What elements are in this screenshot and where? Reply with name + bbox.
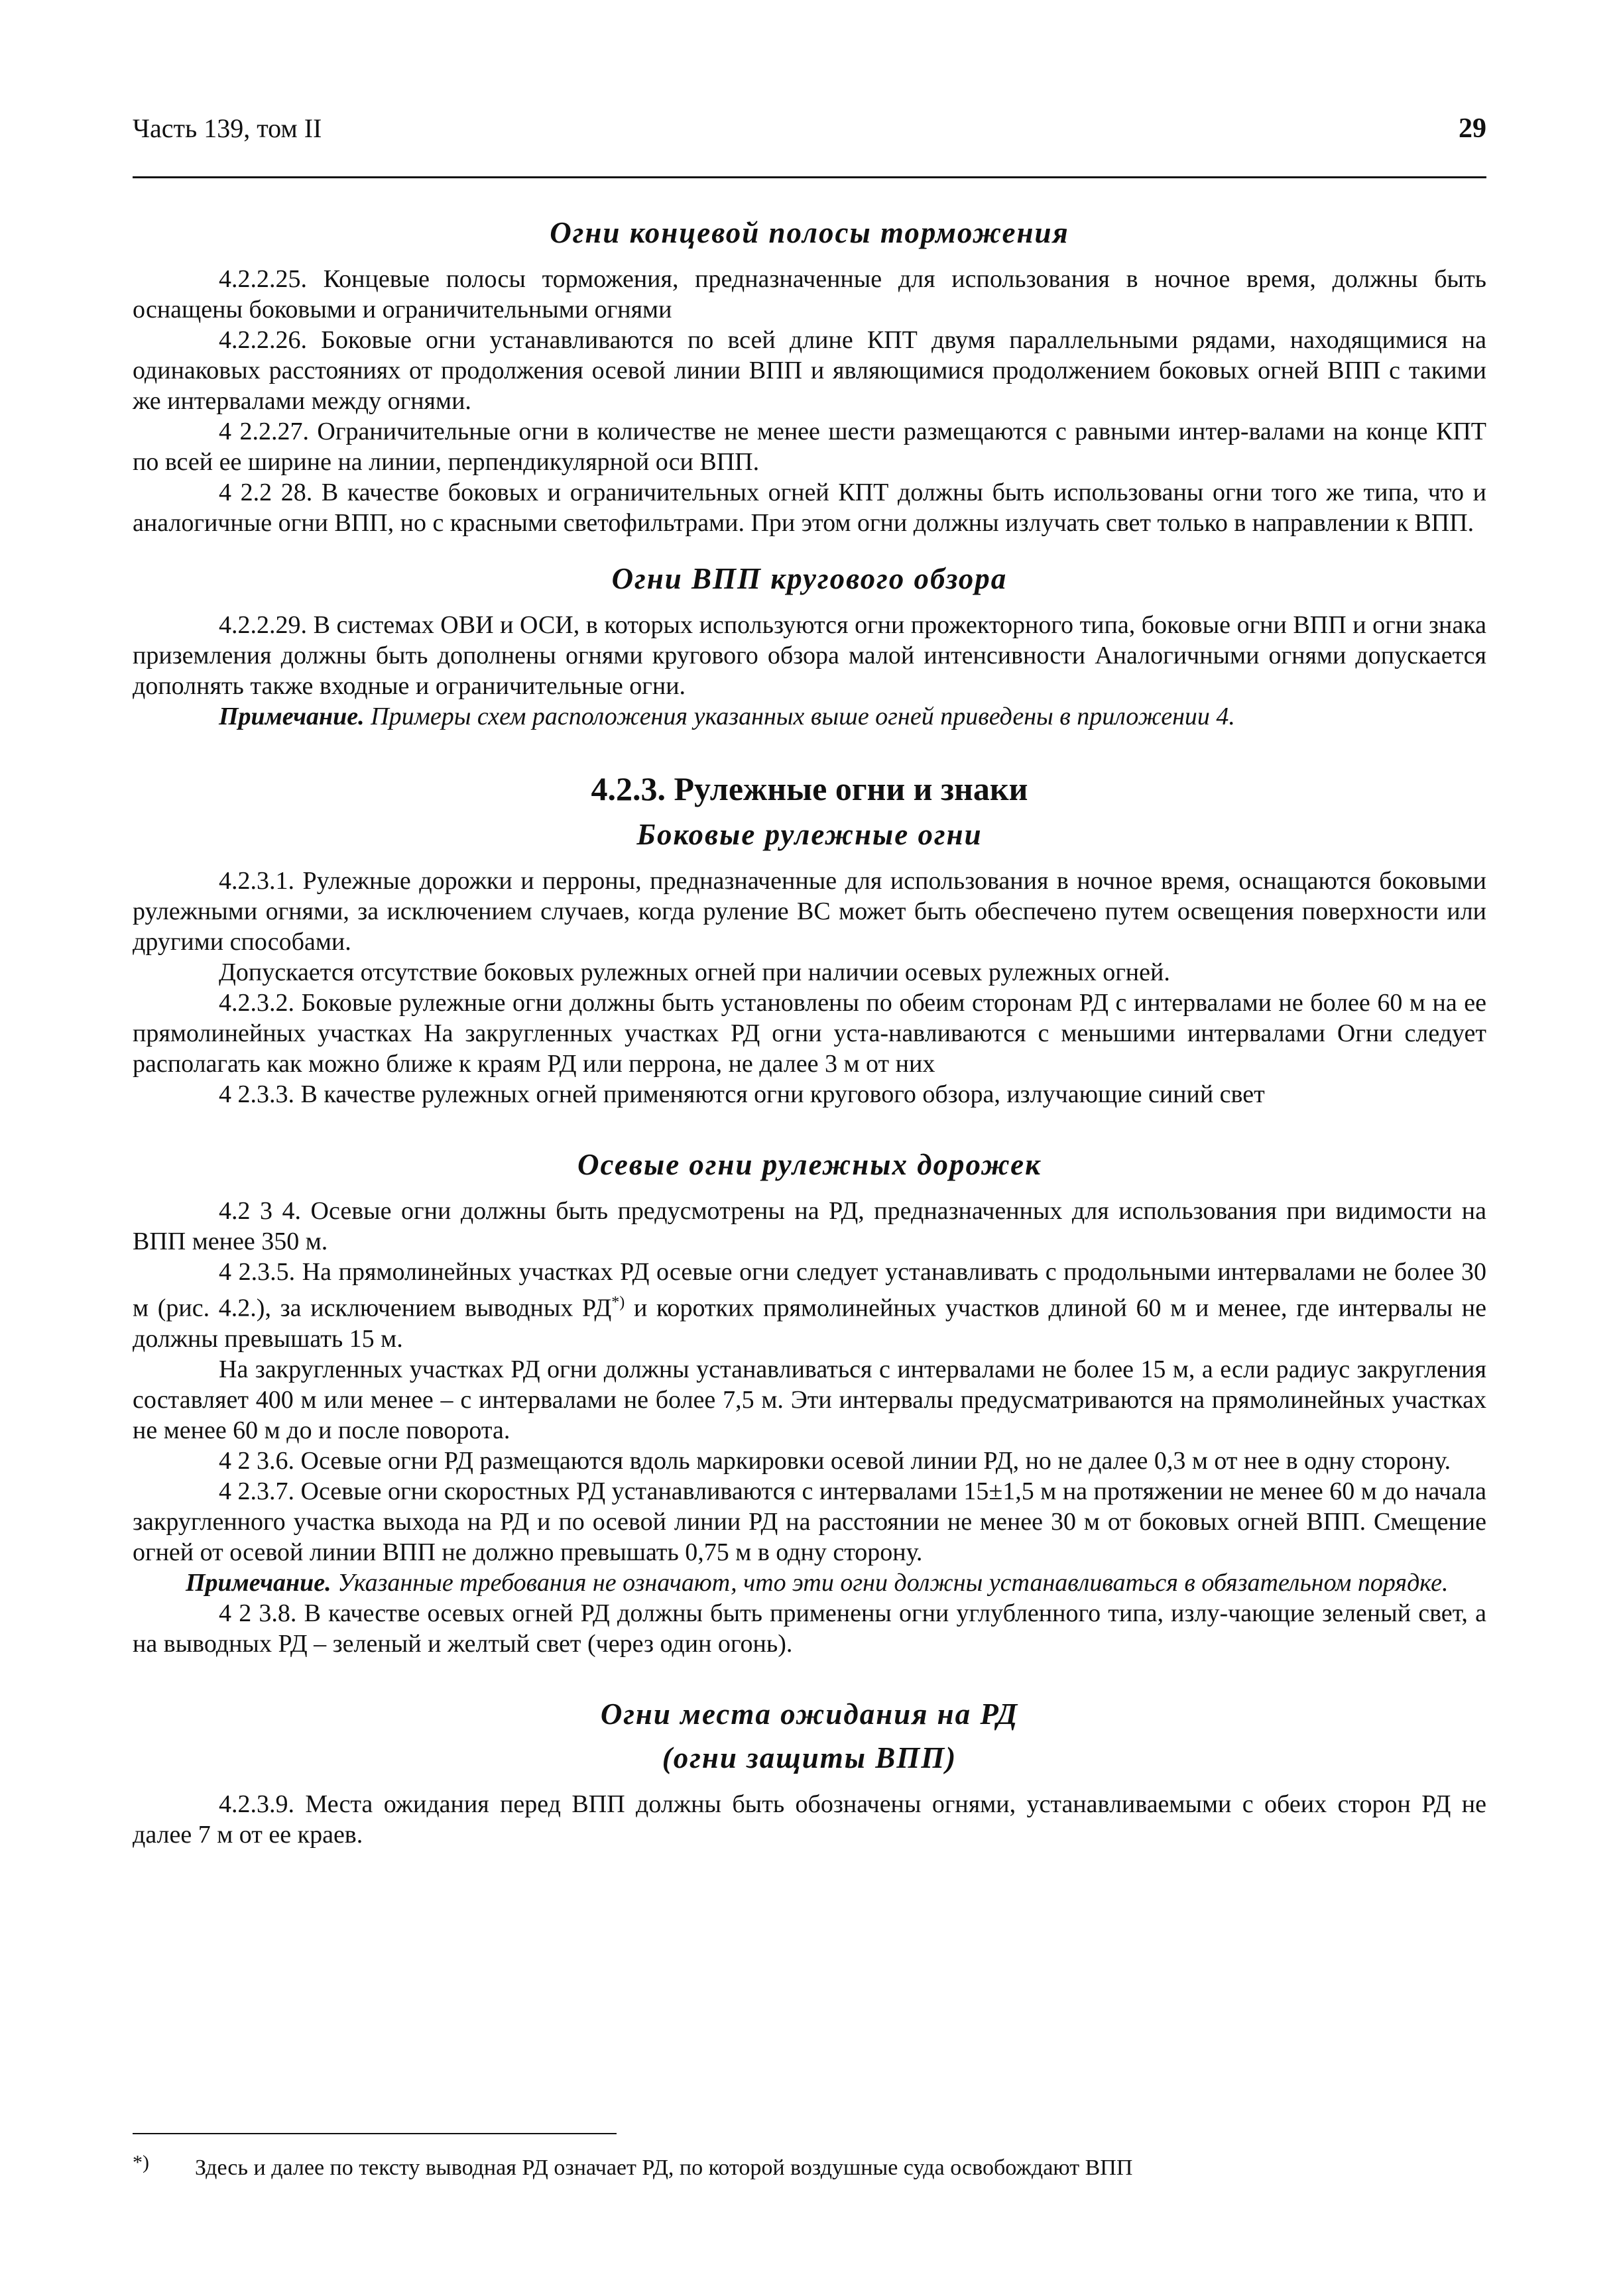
paragraph: 4 2.3.7. Осевые огни скоростных РД устанавливаются с интервалами 15±1,5 м на протяжении не менее 60 м до начала закругленного участка выхода на РД и по осевой линии РД на расстоянии не менее 30 м от боковых огней ВПП. Смещение огней от осевой линии ВПП не должно превышать 0,75 м в одну сторону. (133, 1477, 1486, 1566)
note-label: Примечание. (219, 703, 365, 730)
section-heading-stopway-lights: Огни концевой полосы торможения (550, 216, 1069, 249)
section-heading-holding-lights: Огни места ожидания на РД (600, 1697, 1019, 1731)
paragraph: 4.2.2.29. В системах ОВИ и ОСИ, в которых используются огни прожекторного типа, боковые огни ВПП и огни знака приземления должны быть дополнены огнями кругового обзора малой интенсивности Аналогичными огнями допускается дополнять также входные и ограничительные огни. (133, 611, 1486, 700)
section-heading-omni-lights: Огни ВПП кругового обзора (611, 562, 1008, 595)
paragraph: 4 2.3.3. В качестве рулежных огней применяются огни кругового обзора, излучающие синий свет (219, 1080, 1265, 1108)
footnote-text: Здесь и далее по тексту выводная РД означает РД, по которой воздушные суда освобождают ВПП (195, 2155, 1133, 2180)
note-label: Примечание. (186, 1568, 331, 1597)
section-heading-holding-lights-sub: (огни защиты ВПП) (662, 1741, 957, 1774)
note-text: Примеры схем расположения указанных выше огней приведены в приложении 4. (364, 703, 1235, 730)
note (133, 701, 1486, 732)
paragraph: 4.2.3.1. Рулежные дорожки и перроны, предназначенные для использования в ночное время, оснащаются боковыми рулежными огнями, за исключением случаев, когда руление ВС может быть обеспечено путем освещения поверхности или другими способами. (133, 867, 1486, 956)
paragraph: 4.2.3.9. Места ожидания перед ВПП должны быть обозначены огнями, устанавливаемыми с обеих сторон РД не далее 7 м от ее краев. (133, 1790, 1486, 1849)
footnote-ref: *) (611, 1294, 625, 1311)
footnote-mark: *) (133, 2152, 149, 2173)
paragraph: 4 2 3.8. В качестве осевых огней РД должны быть применены огни углубленного типа, излу-чающие зеленый свет, а на выводных РД – зеленый и желтый свет (через один огонь). (133, 1599, 1486, 1658)
paragraph: На закругленных участках РД огни должны устанавливаться с интервалами не более 15 м, а если радиус закругления составляет 400 м или менее – с интервалами не более 7,5 м. Эти интервалы предусматриваются на прямолинейных участках не менее 60 м до и после поворота. (133, 1355, 1486, 1444)
page-number: 29 (1459, 113, 1486, 144)
paragraph (133, 1257, 1486, 1354)
running-title: Часть 139, том II (133, 113, 322, 143)
paragraph-text: 4 2.3.5. На прямолинейных участках РД осевые огни следует устанавливать с продольными интервалами не более 30 м (рис. 4.2.), за исключением выводных РД (133, 1258, 1486, 1322)
paragraph: 4 2 3.6. Осевые огни РД размещаются вдоль маркировки осевой линии РД, но не далее 0,3 м от нее в одну сторону. (219, 1446, 1451, 1475)
footnote-rule (133, 2133, 617, 2134)
section-heading-centerline-lights: Осевые огни рулежных дорожек (577, 1148, 1042, 1181)
subsection-heading-edge-lights: Боковые рулежные огни (636, 818, 983, 851)
section-heading-taxiway-lights: 4.2.3. Рулежные огни и знаки (591, 770, 1028, 807)
paragraph-text: и коротких прямолинейных участков длиной 60 м и менее, где интервалы не должны превышать 15 м. (133, 1294, 1486, 1353)
page-header (133, 113, 1486, 159)
note-text: Указанные требования не означают, что эти огни должны устанавливаться в обязательном порядке. (331, 1568, 1449, 1597)
paragraph: 4 2.2 28. В качестве боковых и ограничительных огней КПТ должны быть использованы огни того же типа, что и аналогичные огни ВПП, но с красными светофильтрами. При этом огни должны излучать свет только в направлении к ВПП. (133, 479, 1486, 537)
paragraph: 4.2.2.26. Боковые огни устанавливаются по всей длине КПТ двумя параллельными рядами, находящимися на одинаковых расстояниях от продолжения осевой линии ВПП и являющимися продолжением боковых огней ВПП с такими же интервалами между огнями. (133, 326, 1486, 415)
header-rule (133, 176, 1486, 178)
paragraph: Допускается отсутствие боковых рулежных огней при наличии осевых рулежных огней. (219, 958, 1170, 986)
paragraph: 4.2 3 4. Осевые огни должны быть предусмотрены на РД, предназначенных для использования при видимости на ВПП менее 350 м. (133, 1197, 1486, 1255)
page-body (133, 211, 1486, 1850)
paragraph: 4.2.2.25. Концевые полосы торможения, предназначенные для использования в ночное время, должны быть оснащены боковыми и ограничительными огнями (133, 265, 1486, 323)
paragraph: 4 2.2.27. Ограничительные огни в количестве не менее шести размещаются с равными интер-валами на конце КПТ по всей ее ширине на линии, перпендикулярной оси ВПП. (133, 418, 1486, 476)
note (133, 1568, 1486, 1598)
paragraph: 4.2.3.2. Боковые рулежные огни должны быть установлены по обеим сторонам РД с интервалами не более 60 м на ее прямолинейных участках На закругленных участках РД огни уста-навливаются с меньшими интервалами Огни следует располагать как можно ближе к краям РД или перрона, не далее 3 м от них (133, 989, 1486, 1078)
